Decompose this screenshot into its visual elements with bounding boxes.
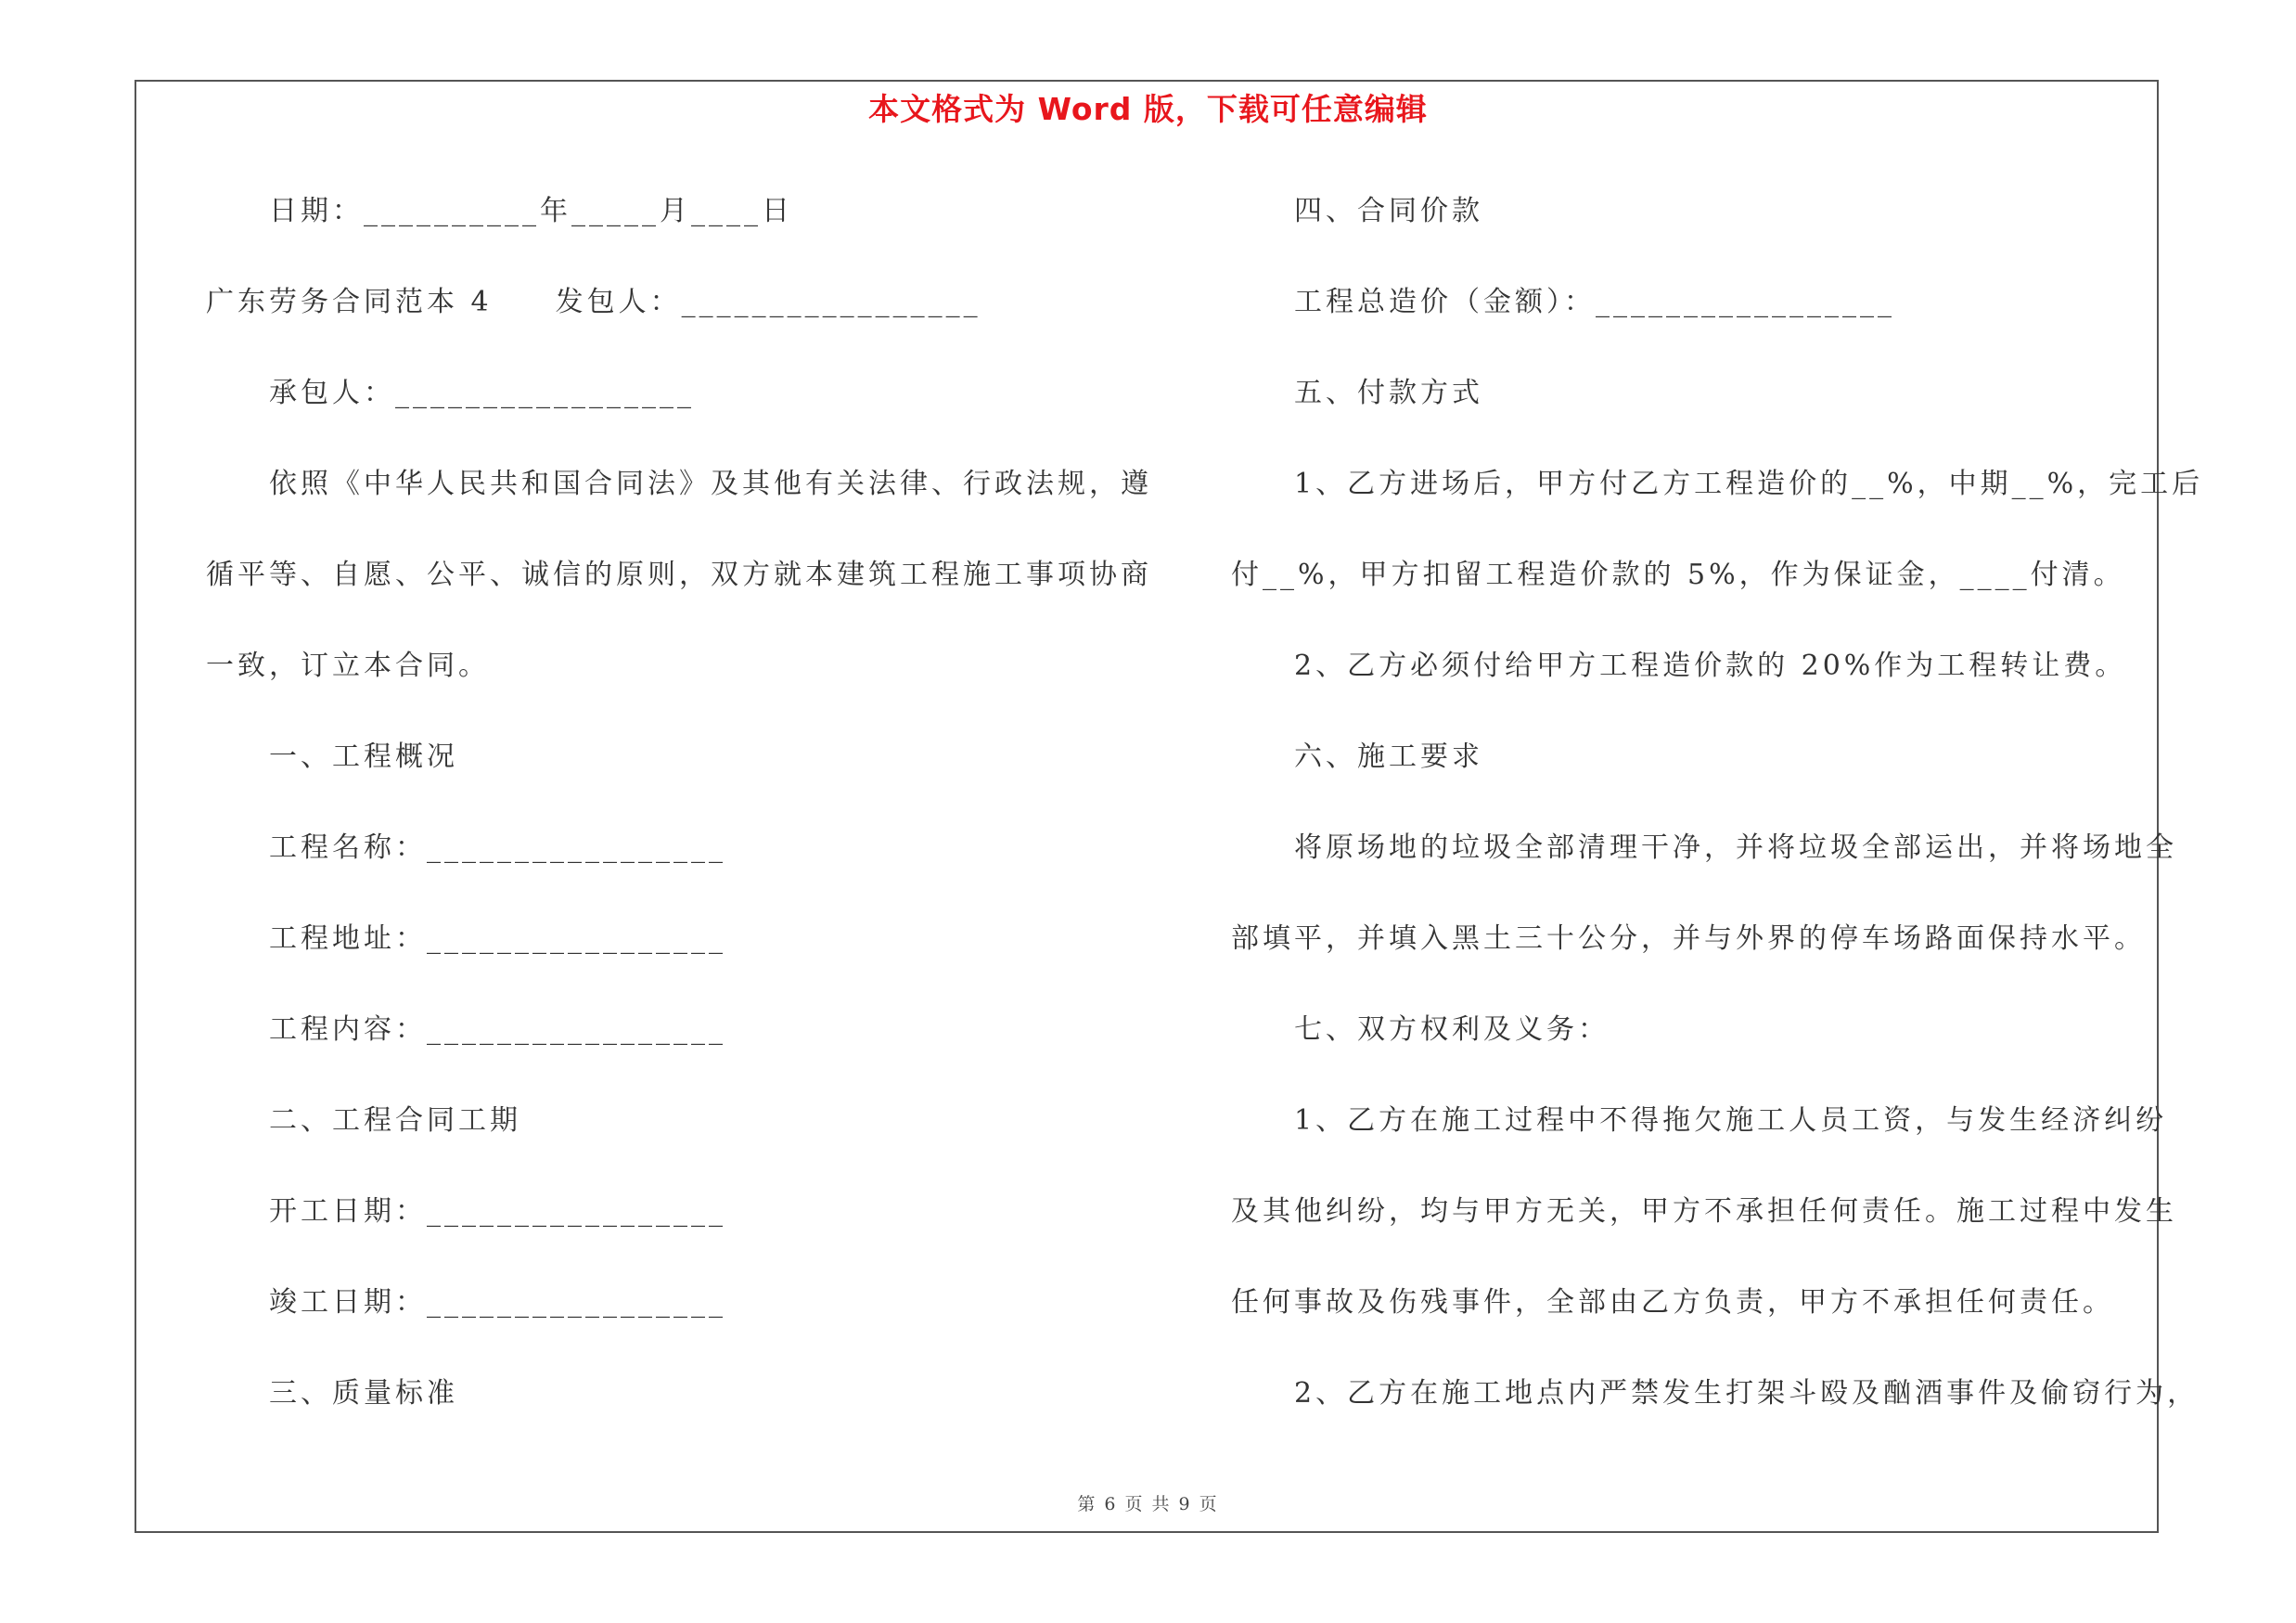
- section-heading-construction-requirements: 六、施工要求: [1294, 741, 1483, 773]
- obligation-2-line-1: 2、乙方在施工地点内严禁发生打架斗殴及酗酒事件及偷窃行为，: [1294, 1377, 2200, 1410]
- right-column: [1231, 174, 2204, 1448]
- requirements-line-1: 将原场地的垃圾全部清理干净，并将垃圾全部运出，并将场地全: [1294, 831, 2177, 864]
- obligation-1-line-1: 1、乙方在施工过程中不得拖欠施工人员工资，与发生经济纠纷: [1294, 1104, 2168, 1137]
- total-cost-line: 工程总造价（金额）：_________________: [1294, 286, 1895, 318]
- payment-clause-1-line-1: 1、乙方进场后，甲方付乙方工程造价的__%，中期__%，完工后: [1294, 468, 2204, 500]
- project-address-line: 工程地址：_________________: [269, 922, 726, 955]
- left-column: [206, 174, 1152, 1448]
- page-number: 第 6 页 共 9 页: [1077, 1494, 1219, 1514]
- start-date-line: 开工日期：_________________: [269, 1195, 726, 1228]
- section-heading-contract-price: 四、合同价款: [1294, 195, 1483, 227]
- date-line: 日期：__________年_____月____日: [269, 195, 793, 227]
- contractor-line: 承包人：_________________: [269, 377, 695, 409]
- completion-date-line: 竣工日期：_________________: [269, 1286, 726, 1319]
- title-employer-line: 广东劳务合同范本 4 发包人：_________________: [206, 286, 981, 318]
- section-heading-contract-period: 二、工程合同工期: [269, 1104, 521, 1137]
- payment-clause-2: 2、乙方必须付给甲方工程造价款的 20%作为工程转让费。: [1294, 650, 2127, 682]
- preamble-line-2: 循平等、自愿、公平、诚信的原则，双方就本建筑工程施工事项协商: [206, 559, 1152, 591]
- requirements-line-2: 部填平，并填入黑土三十公分，并与外界的停车场路面保持水平。: [1231, 922, 2146, 955]
- section-heading-project-overview: 一、工程概况: [269, 741, 458, 773]
- section-heading-payment-method: 五、付款方式: [1294, 377, 1483, 409]
- section-heading-quality-standard: 三、质量标准: [269, 1377, 458, 1410]
- project-name-line: 工程名称：_________________: [269, 831, 726, 864]
- preamble-line-3: 一致，订立本合同。: [206, 650, 490, 682]
- obligation-1-line-3: 任何事故及伤残事件，全部由乙方负责，甲方不承担任何责任。: [1231, 1286, 2114, 1319]
- payment-clause-1-line-2: 付__%，甲方扣留工程造价款的 5%，作为保证金，____付清。: [1231, 559, 2125, 591]
- obligation-1-line-2: 及其他纠纷，均与甲方无关，甲方不承担任何责任。施工过程中发生: [1231, 1195, 2177, 1228]
- preamble-line-1: 依照《中华人民共和国合同法》及其他有关法律、行政法规，遵: [269, 468, 1152, 500]
- format-banner: 本文格式为 Word 版，下载可任意编辑: [868, 91, 1428, 127]
- project-content-line: 工程内容：_________________: [269, 1013, 726, 1046]
- section-heading-rights-obligations: 七、双方权利及义务：: [1294, 1013, 1610, 1046]
